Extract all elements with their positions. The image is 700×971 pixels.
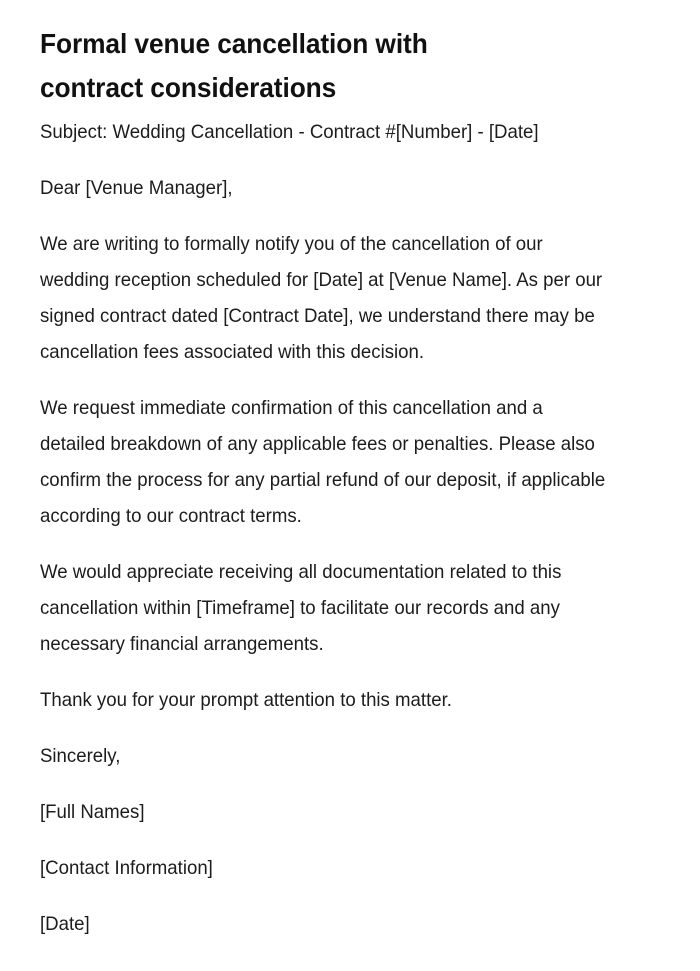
page-title: Formal venue cancellation with contract considerations [40, 28, 428, 103]
closing: Sincerely, [40, 745, 121, 767]
letter-body [40, 114, 636, 942]
subject-line: Subject: Wedding Cancellation - Contract #[Number] - [Date] [40, 121, 539, 143]
signature-contact: [Contact Information] [40, 857, 213, 879]
salutation: Dear [Venue Manager], [40, 177, 233, 199]
signature-names: [Full Names] [40, 801, 145, 823]
request-paragraph: We request immediate confirmation of this cancellation and a detailed breakdown of any applicable fees or penalties. Please also confirm the process for any partial refund of our deposit, if applicable according to our contract terms. [40, 397, 606, 527]
documentation-paragraph: We would appreciate receiving all documentation related to this cancellation within [Timeframe] to facilitate our records and any necessary financial arrangements. [40, 561, 562, 655]
thanks-paragraph: Thank you for your prompt attention to this matter. [40, 689, 452, 711]
notification-paragraph: We are writing to formally notify you of the cancellation of our wedding reception scheduled for [Date] at [Venue Name]. As per our signed contract dated [Contract Date], we understand there may be cancellation fees associated with this decision. [40, 233, 603, 363]
signature-date: [Date] [40, 913, 90, 935]
